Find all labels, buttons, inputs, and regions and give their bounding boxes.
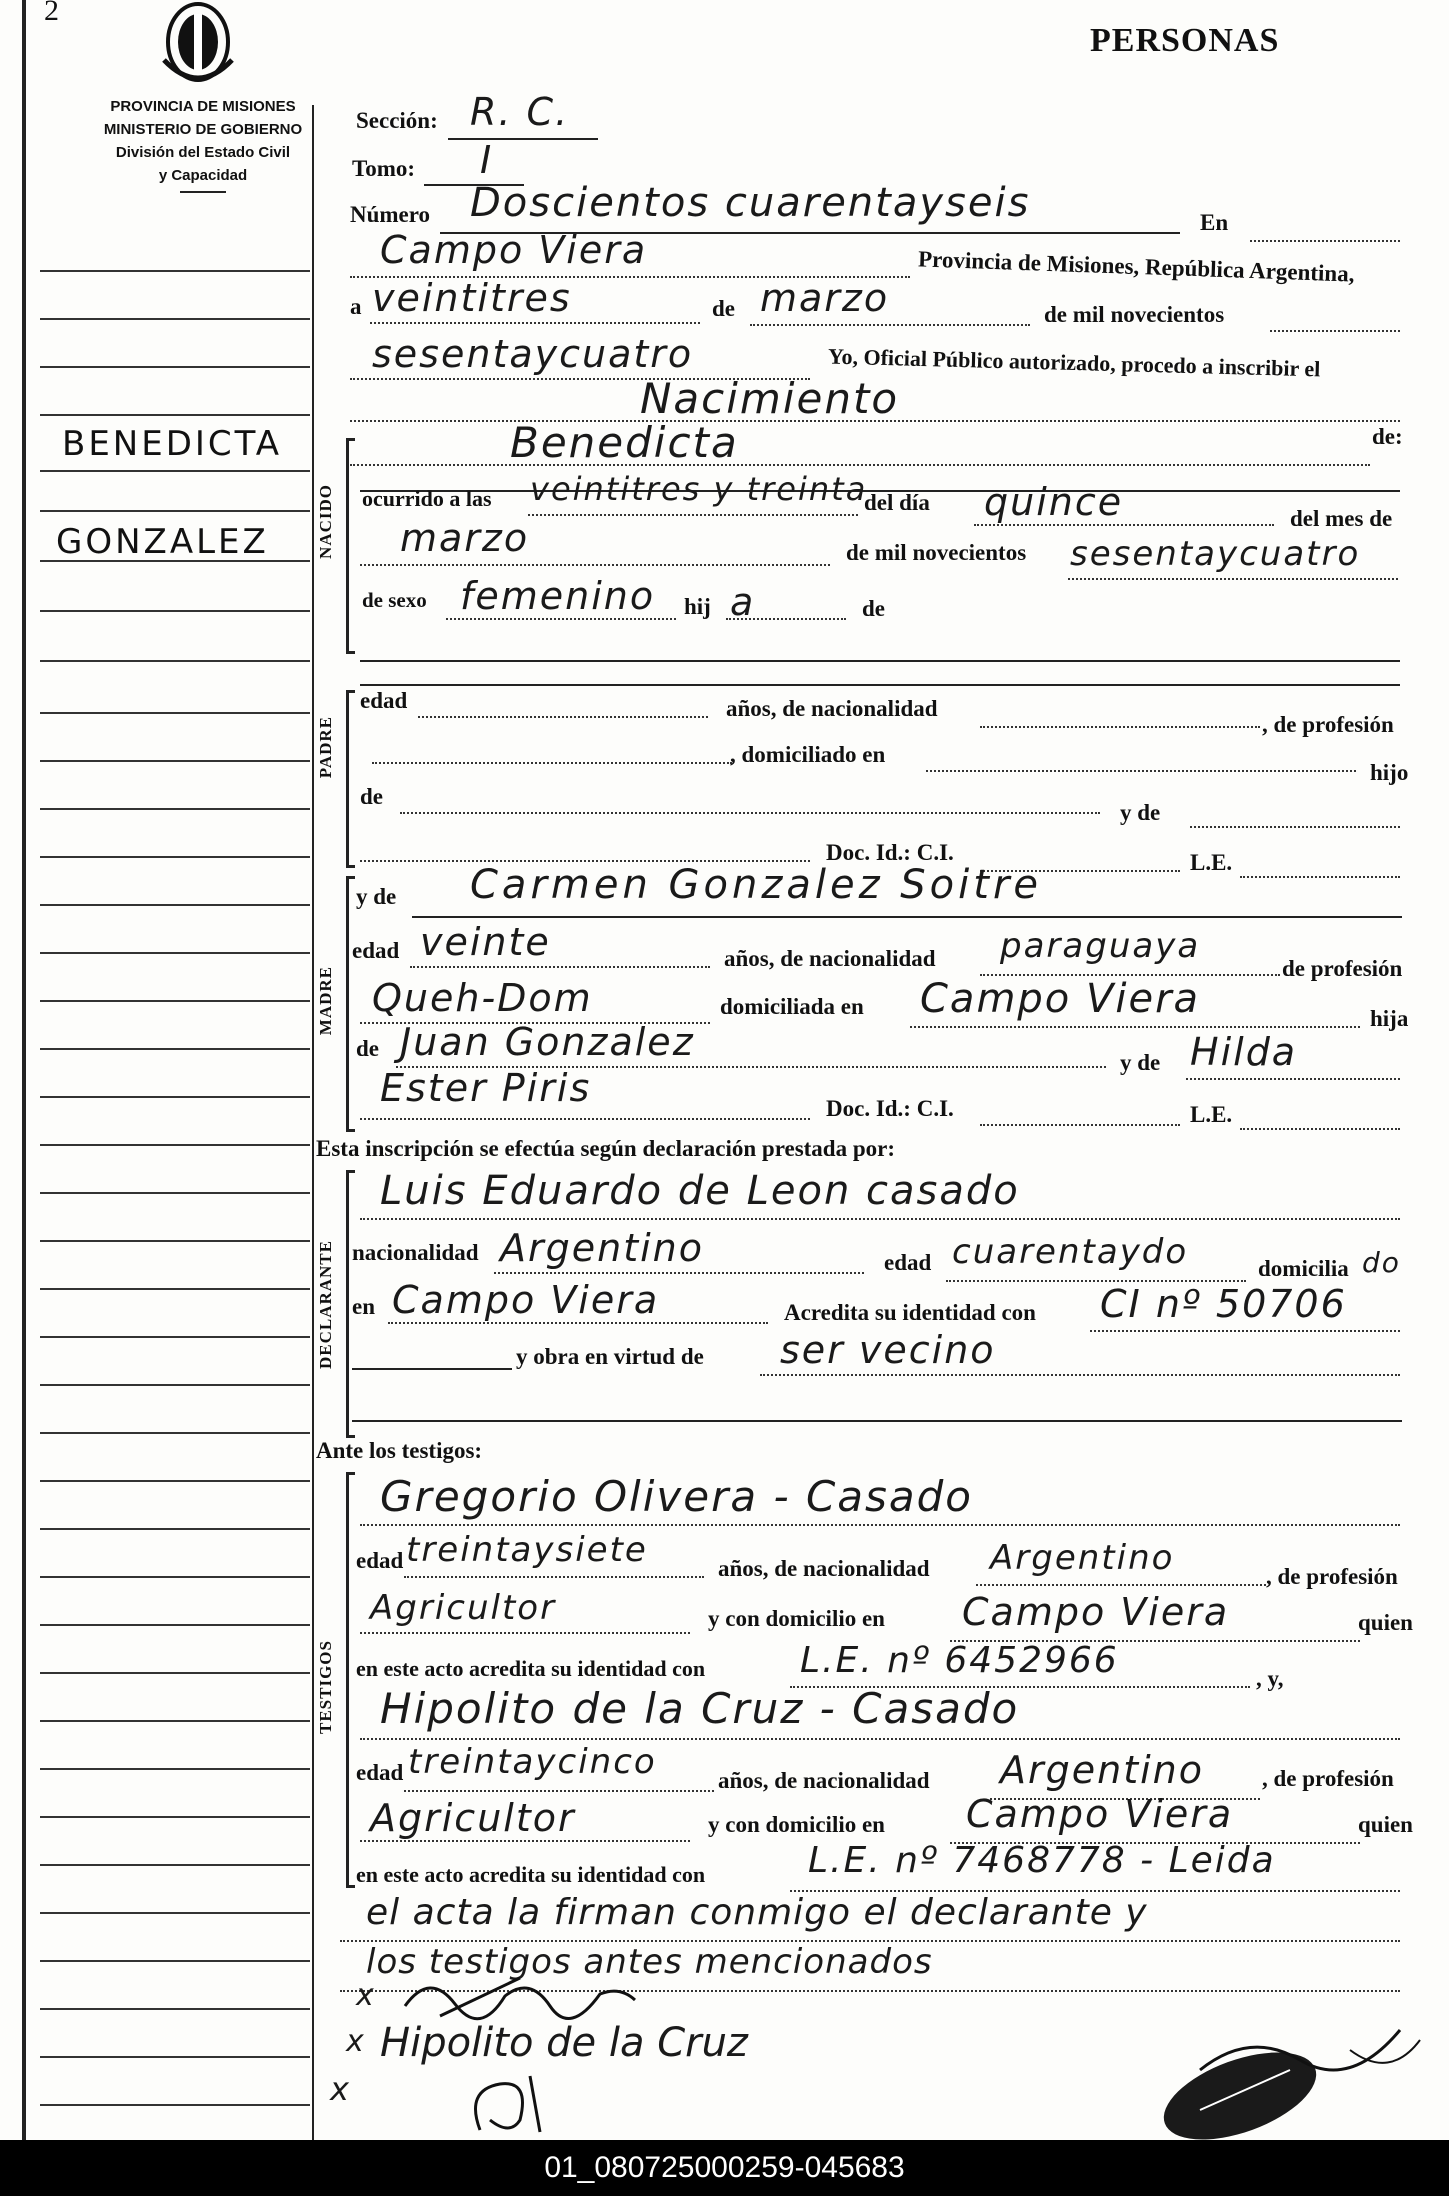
declarante-section-label: DECLARANTE	[316, 1240, 335, 1370]
declarante-en-value: Campo Viera	[392, 1278, 660, 1322]
place-value: Campo Viera	[380, 228, 648, 272]
testigo2-acredita-label: en este acto acredita su identidad con	[356, 1862, 706, 1887]
ocurrido-label: ocurrido a las	[362, 486, 492, 511]
sexo-label: de sexo	[362, 588, 427, 612]
declarante-obra-value: ser vecino	[780, 1328, 996, 1372]
padre-section-label: PADRE	[316, 716, 335, 779]
binding-edge	[22, 0, 26, 2140]
padre-hijo-label: hijo	[1370, 760, 1409, 785]
numero-label: Número	[350, 202, 431, 227]
padre-y-de-label: y de	[1120, 800, 1161, 825]
nacido-mil-label: de mil novecientos	[846, 540, 1027, 565]
declarante-edad-value: cuarentaydo	[952, 1232, 1189, 1272]
margin-first-name: BENEDICTA	[62, 424, 283, 464]
registry-month-value: marzo	[760, 276, 890, 320]
signature-mark-2: x	[346, 2024, 366, 2059]
madre-y-de2-label: y de	[1120, 1050, 1161, 1075]
sexo-value: femenino	[460, 574, 656, 618]
hij-value: a	[730, 580, 756, 624]
testigo1-domicilio-value: Campo Viera	[962, 1590, 1230, 1634]
testigo1-profesion-value: Agricultor	[370, 1588, 557, 1628]
testigo1-name-value: Gregorio Olivera - Casado	[380, 1472, 973, 1521]
testigo1-edad-label: edad	[356, 1548, 404, 1573]
padre-bracket	[346, 690, 355, 868]
declarante-obra-label: y obra en virtud de	[516, 1344, 704, 1369]
testigos-bracket	[346, 1472, 355, 1888]
del-dia-label: del día	[864, 490, 930, 515]
nacido-section-label: NACIDO	[316, 484, 335, 559]
margin-last-name: GONZALEZ	[56, 522, 269, 562]
office-line-capacity: y Capacidad	[158, 167, 248, 184]
a-label: a	[350, 294, 362, 319]
testigo2-name-value: Hipolito de la Cruz - Casado	[380, 1684, 1020, 1733]
madre-father-value: Juan Gonzalez	[400, 1020, 695, 1064]
madre-profesion-label: de profesión	[1282, 956, 1403, 981]
madre-le-label: L.E.	[1190, 1102, 1233, 1127]
column-divider	[312, 105, 314, 2140]
testigo1-domicilio-label: y con domicilio en	[708, 1606, 885, 1631]
testigo2-edad-value: treintaycinco	[408, 1742, 657, 1782]
testigo2-profesion-value: Agricultor	[370, 1796, 576, 1840]
madre-domicilio-value: Campo Viera	[920, 976, 1201, 1022]
testigo2-edad-label: edad	[356, 1760, 404, 1785]
padre-anos-label: años, de nacionalidad	[726, 696, 938, 721]
nacido-year-value: sesentaycuatro	[1070, 534, 1361, 574]
madre-profesion-value: Queh-Dom	[372, 976, 593, 1020]
testigo2-anos-label: años, de nacionalidad	[718, 1768, 930, 1793]
signature-witness-2: Hipolito de la Cruz	[380, 2020, 748, 2066]
tomo-value: I	[480, 138, 494, 182]
seccion-value: R. C.	[470, 90, 570, 134]
madre-de-label: de	[356, 1036, 379, 1061]
page-mark: 2	[44, 0, 59, 27]
madre-bracket	[346, 876, 355, 1132]
madre-mother-value2: Ester Piris	[380, 1066, 592, 1110]
testigos-intro: Ante los testigos:	[316, 1438, 483, 1463]
madre-domiciliada-label: domiciliada en	[720, 994, 864, 1019]
registrant-name-value: Benedicta	[510, 418, 739, 467]
madre-edad-value: veinte	[420, 920, 551, 964]
signature-initials-icon	[460, 2070, 560, 2136]
testigo1-profesion-label: , de profesión	[1266, 1564, 1398, 1589]
en-label: En	[1200, 210, 1229, 235]
declarante-edad-label: edad	[884, 1250, 932, 1275]
nacido-month-value: marzo	[400, 516, 530, 560]
declarante-en-label: en	[352, 1294, 375, 1319]
madre-nacionalidad-value: paraguaya	[1000, 926, 1201, 966]
testigo1-id-value: L.E. nº 6452966	[800, 1640, 1119, 1681]
madre-hija-label: hija	[1370, 1006, 1409, 1031]
testigo2-nacionalidad-value: Argentino	[1000, 1748, 1204, 1792]
declarante-nacionalidad-value: Argentino	[500, 1226, 704, 1270]
signature-scribble-icon	[400, 1966, 640, 2026]
oficial-text: Yo, Oficial Público autorizado, procedo a inscribir el	[827, 343, 1321, 382]
padre-profesion-label: , de profesión	[1262, 712, 1394, 737]
testigo2-profesion-label: , de profesión	[1262, 1766, 1394, 1791]
province-text: Provincia de Misiones, República Argentina,	[917, 246, 1355, 287]
declarante-acredita-label: Acredita su identidad con	[784, 1300, 1036, 1325]
file-id-footer: 01_080725000259-045683	[0, 2140, 1449, 2196]
madre-section-label: MADRE	[316, 966, 335, 1036]
padre-domiciliado-label: , domiciliado en	[730, 742, 886, 767]
office-header	[58, 95, 348, 193]
testigos-section-label: TESTIGOS	[316, 1640, 335, 1734]
nacido-bracket	[346, 438, 355, 654]
madre-anos-label: años, de nacionalidad	[724, 946, 936, 971]
nacido-de-label: de	[862, 596, 885, 621]
madre-y-de-label: y de	[356, 884, 397, 909]
padre-edad-label: edad	[360, 688, 408, 713]
registry-year-value: sesentaycuatro	[372, 332, 694, 376]
registry-day-value: veintitres	[372, 276, 572, 320]
padre-doc-label: Doc. Id.: C.I.	[826, 840, 954, 865]
del-mes-label: del mes de	[1290, 506, 1393, 531]
tomo-label: Tomo:	[352, 156, 416, 181]
declarante-name-value: Luis Eduardo de Leon casado	[380, 1168, 1020, 1214]
declarante-nacionalidad-label: nacionalidad	[352, 1240, 479, 1265]
declarante-acredita-value: CI nº 50706	[1100, 1282, 1347, 1326]
madre-doc-label: Doc. Id.: C.I.	[826, 1096, 954, 1121]
madre-name-value: Carmen Gonzalez Soitre	[470, 862, 1043, 908]
mil-novecientos-label: de mil novecientos	[1044, 302, 1225, 327]
office-line-ministry: MINISTERIO DE GOBIERNO	[103, 121, 303, 138]
declarante-domicilia-label: domicilia	[1258, 1256, 1349, 1281]
hij-label: hij	[684, 594, 711, 619]
registry-de-label: de	[712, 296, 735, 321]
nacido-hour-value: veintitres y treinta	[530, 470, 868, 508]
coat-of-arms-icon	[150, 0, 246, 90]
testigo1-y-label: , y,	[1256, 1666, 1284, 1691]
testigo1-anos-label: años, de nacionalidad	[718, 1556, 930, 1581]
seccion-label: Sección:	[356, 108, 438, 133]
madre-edad-label: edad	[352, 938, 400, 963]
official-signature-icon	[1190, 2010, 1430, 2090]
signature-mark-3: x	[330, 2070, 351, 2108]
madre-mother-value: Hilda	[1190, 1030, 1298, 1074]
padre-le-label: L.E.	[1190, 850, 1233, 875]
testigo2-quien-label: quien	[1358, 1812, 1413, 1837]
act-type-value: Nacimiento	[640, 374, 900, 423]
de-colon-label: de:	[1372, 424, 1403, 449]
nacido-day-value: quince	[984, 480, 1124, 524]
closing-line-1: el acta la firman conmigo el declarante y	[366, 1892, 1148, 1933]
testigo1-quien-label: quien	[1358, 1610, 1413, 1635]
testigo2-domicilio-label: y con domicilio en	[708, 1812, 885, 1837]
declarante-domicilia-suffix: do	[1362, 1246, 1401, 1279]
stamp-label: PERSONAS	[1090, 22, 1280, 59]
testigo1-acredita-label: en este acto acredita su identidad con	[356, 1656, 706, 1681]
signature-mark-1: x	[356, 1978, 376, 2013]
padre-de-label: de	[360, 784, 383, 809]
testigo2-id-value: L.E. nº 7468778 - Leida	[808, 1840, 1276, 1881]
closing-line-2: los testigos antes mencionados	[366, 1942, 933, 1982]
office-line-division: División del Estado Civil	[115, 144, 291, 161]
testigo1-nacionalidad-value: Argentino	[990, 1538, 1175, 1578]
testigo2-domicilio-value: Campo Viera	[966, 1792, 1234, 1836]
office-line-province: PROVINCIA DE MISIONES	[110, 98, 296, 115]
numero-value: Doscientos cuarentayseis	[470, 180, 1031, 226]
testigo1-edad-value: treintaysiete	[406, 1530, 648, 1570]
declarante-intro: Esta inscripción se efectúa según declaración prestada por:	[316, 1136, 896, 1161]
